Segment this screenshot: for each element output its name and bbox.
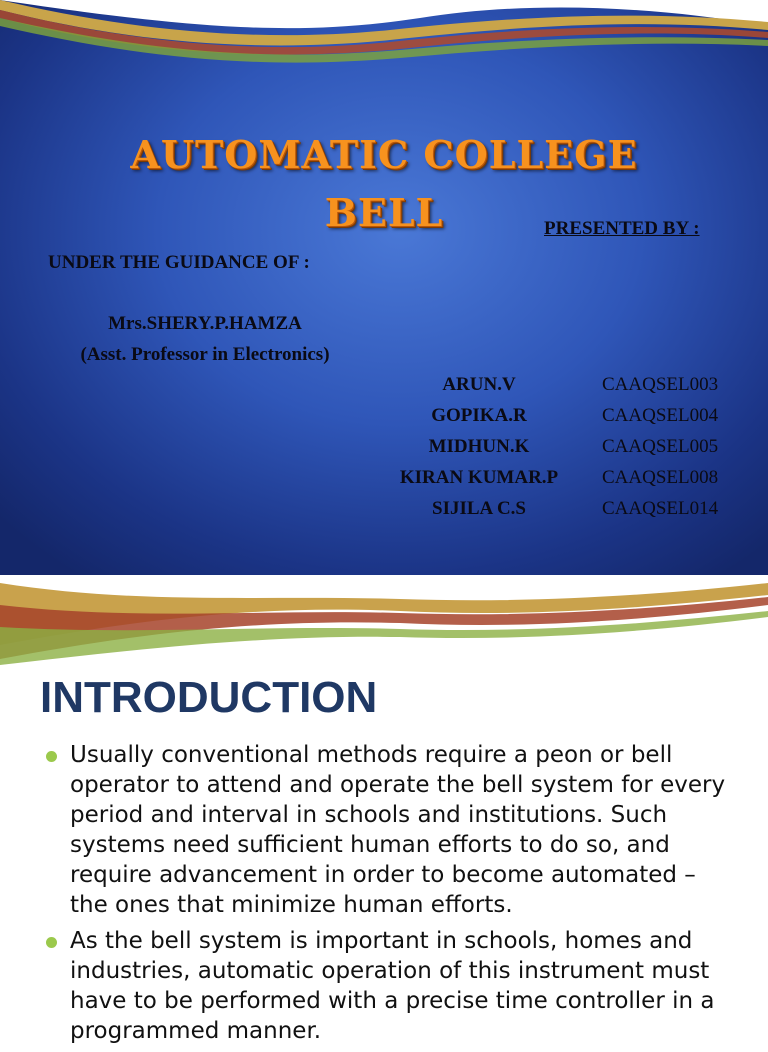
member-id: CAAQSEL008 (602, 467, 719, 488)
member-id: CAAQSEL004 (602, 405, 719, 426)
bullet-item (40, 926, 740, 1046)
introduction-slide (0, 575, 768, 1044)
bullet-item (40, 740, 740, 920)
guide-name: Mrs.SHERY.P.HAMZA (108, 313, 302, 334)
member-name: KIRAN KUMAR.P (399, 467, 559, 488)
decorative-swoosh-top (0, 575, 768, 665)
member-name: GOPIKA.R (431, 405, 527, 426)
presented-by-label: PRESENTED BY : (544, 218, 700, 239)
bullet-icon (46, 751, 57, 762)
member-id: CAAQSEL005 (602, 436, 719, 457)
bullet-list (40, 740, 740, 1052)
bullet-text: As the bell system is important in schools, homes and industries, automatic operation of this instrument must have to be performed with a precise time controller in a programmed manner. (70, 928, 715, 1044)
slide-title-line2: BELL (324, 190, 444, 235)
member-name: SIJILA C.S (432, 498, 526, 519)
member-id: CAAQSEL003 (602, 374, 719, 395)
member-name: ARUN.V (442, 374, 516, 395)
slide-title-line1: AUTOMATIC COLLEGE (130, 132, 638, 177)
guidance-label: UNDER THE GUIDANCE OF : (48, 252, 310, 273)
slide-heading: INTRODUCTION (40, 673, 378, 722)
bullet-text: Usually conventional methods require a peon or bell operator to attend and operate the bell system for every period and interval in schools and institutions. Such systems need sufficient human efforts to do so, and require advancement in order to become automated – the ones that minimize human efforts. (70, 742, 726, 918)
member-name: MIDHUN.K (428, 436, 530, 457)
guide-role: (Asst. Professor in Electronics) (80, 344, 330, 365)
decorative-swoosh-top (0, 0, 768, 70)
member-id: CAAQSEL014 (602, 498, 719, 519)
bullet-icon (46, 937, 57, 948)
